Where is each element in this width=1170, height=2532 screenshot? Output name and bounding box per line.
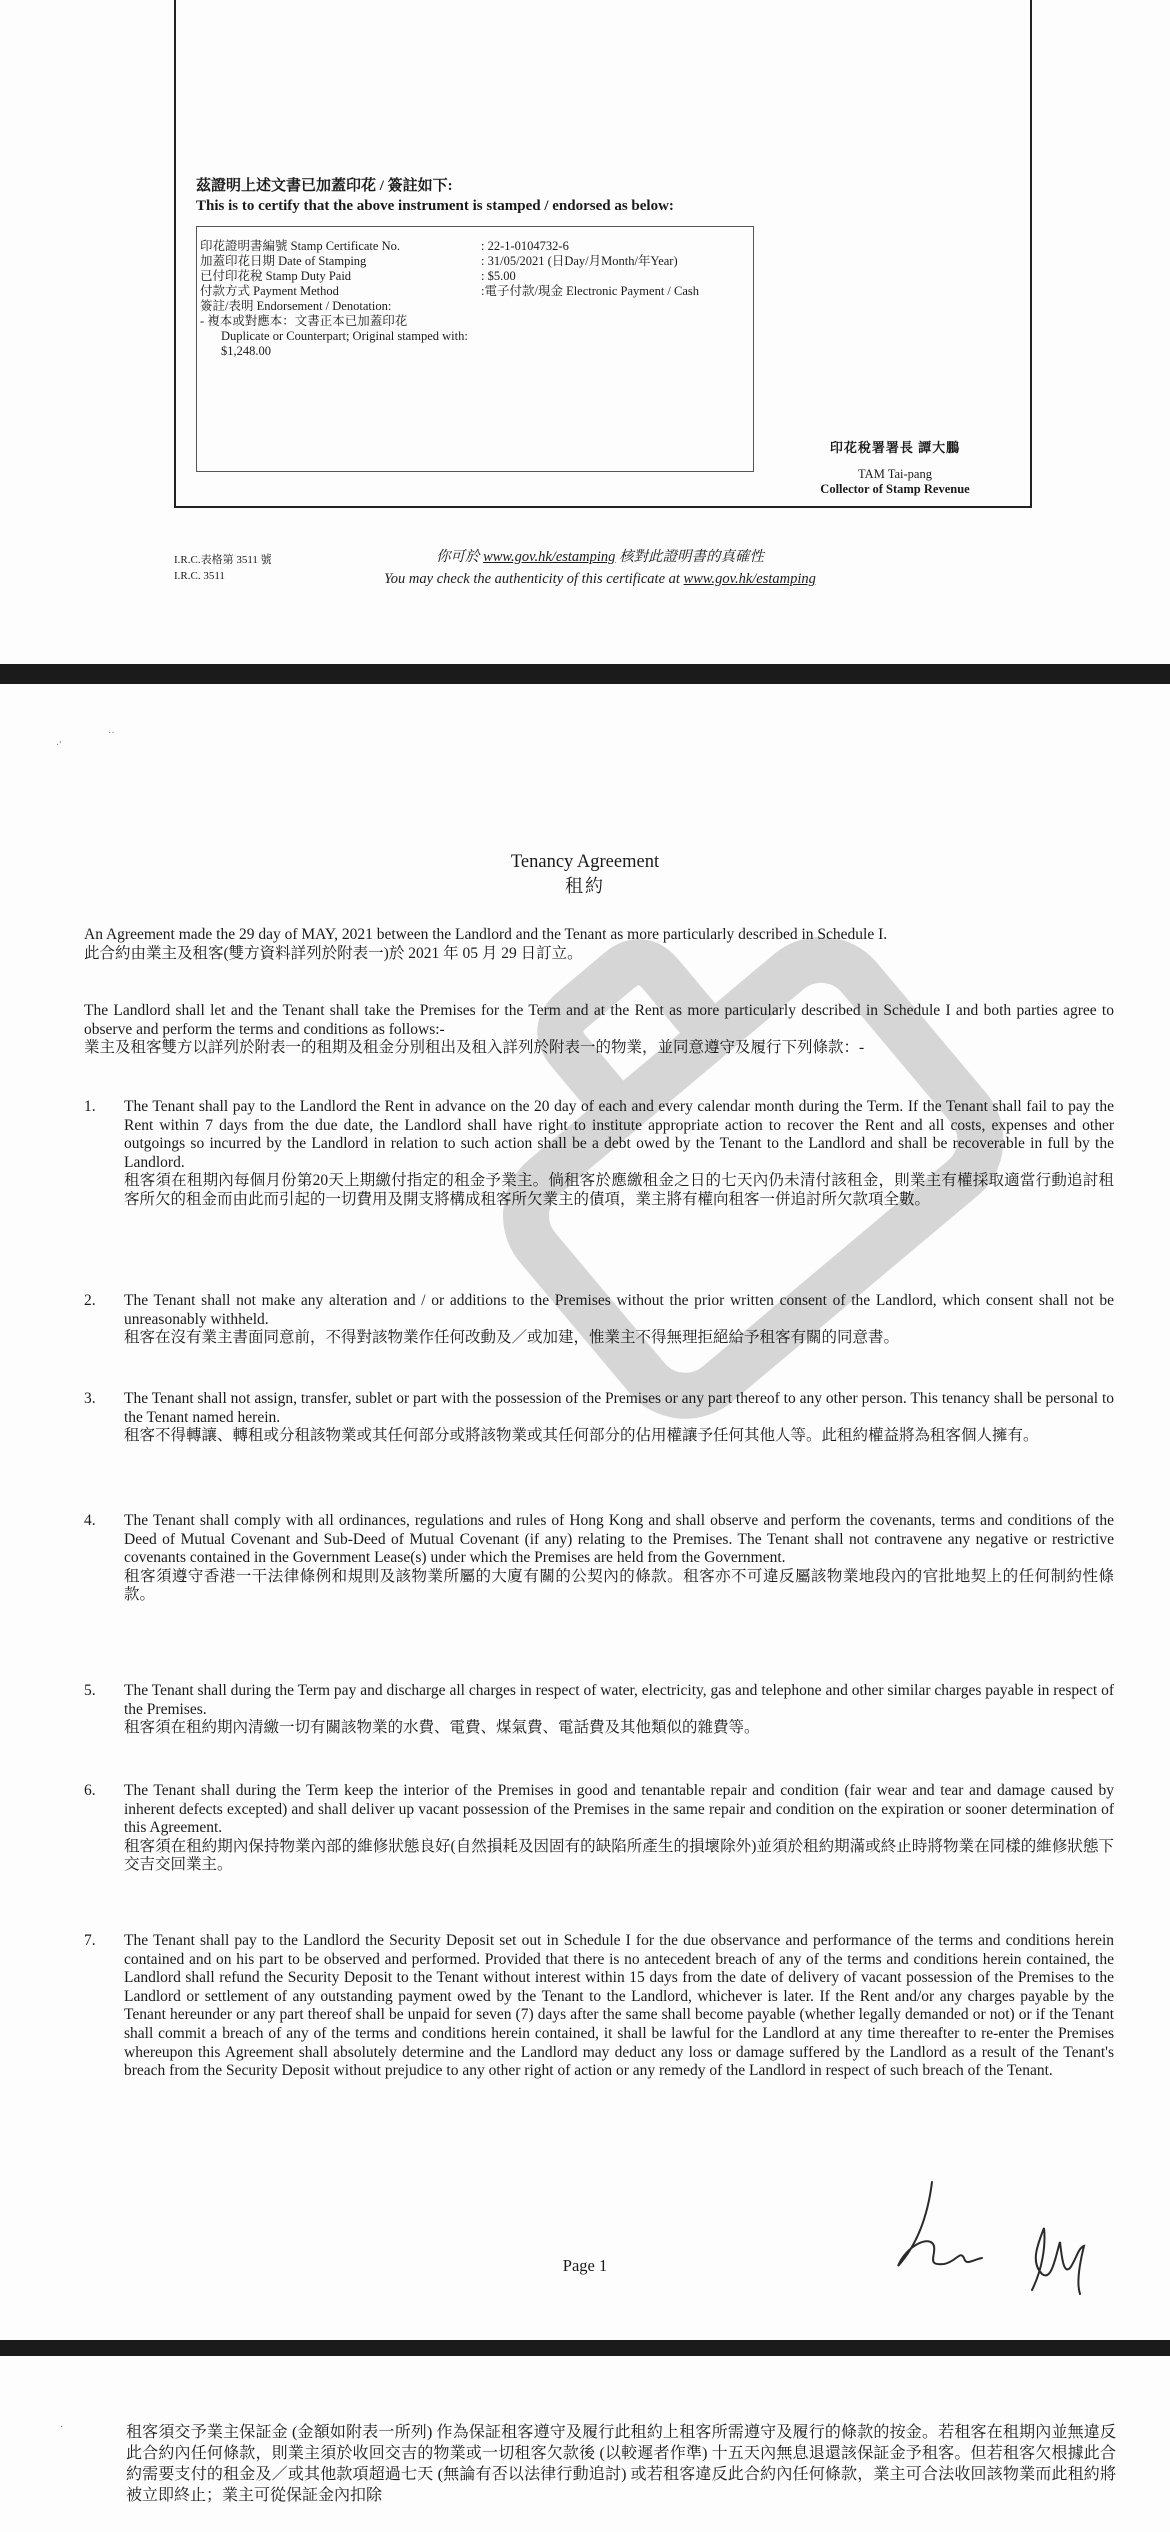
endorsement-line: - 複本或對應本：文書正本已加蓋印花	[200, 314, 408, 328]
collector-title: Collector of Stamp Revenue	[820, 482, 970, 496]
clause-7-zh: 租客須交予業主保証金 (金額如附表一所列) 作為保証租客遵守及履行此租約上租客所需遵守及履行的條款的按金。若租客在租期內並無違反此合約內任何條款，則業主須於收回交吉的物業或一切租客欠款後 (以較遲者作準) 十五天內無息退還該保証金予租客。但若租客欠根據此合約需要支付的租金及／或其他款項超過七天 (無論有否以法律行動追討) 或若租客違反此合約內任何條款，業主可合法收回該物業而此租約將被立即終止；業主可從保証金內扣除	[126, 2424, 1116, 2504]
field-value: : 22-1-0104732-6	[481, 239, 569, 253]
authenticity-zh-pre: 你可於	[435, 549, 484, 565]
clause-number: 7.	[84, 1932, 96, 1949]
collector-name-zh: 印花稅署署長 譚大鵬	[829, 440, 961, 455]
scan-speck: ·	[60, 2422, 64, 2433]
clause-4	[84, 1512, 1114, 1605]
clause-5	[84, 1682, 1114, 1738]
authenticity-zh-post: 核對此證明書的真確性	[615, 549, 765, 565]
clause-text-en: The Tenant shall not assign, transfer, sublet or part with the possession of the Premises or any part thereof to any other person. This tenancy shall be personal to the Tenant named herein.	[124, 1390, 1114, 1426]
tenancy-agreement-page	[0, 684, 1170, 2340]
clause-text-en: The Tenant shall during the Term keep the interior of the Premises in good and tenantable repair and condition (fair wear and tear and damage caused by inherent defects excepted) and shall deliver up vacant possession of the Premises in the same repair and condition on the expiration or sooner determination of this Agreement.	[124, 1782, 1114, 1837]
field-value: : 31/05/2021 (日Day/月Month/年Year)	[481, 254, 678, 268]
stamp-certificate-page	[0, 0, 1170, 664]
form-number-en: I.R.C. 3511	[174, 570, 225, 582]
handwritten-signatures	[870, 2174, 1130, 2304]
certify-heading-en: This is to certify that the above instrument is stamped / endorsed as below:	[196, 198, 674, 214]
certify-heading-zh: 茲證明上述文書已加蓋印花 / 簽註如下:	[196, 178, 453, 194]
terms-zh: 業主及租客雙方以詳列於附表一的租期及租金分別租出及租入詳列於附表一的物業，並同意遵守及履行下列條款：-	[84, 1039, 865, 1057]
clause-number: 5.	[84, 1682, 96, 1699]
clause-7	[84, 1932, 1114, 2081]
form-number	[174, 550, 272, 586]
clause-text-en: The Tenant shall not make any alteration and / or additions to the Premises without the prior written consent of the Landlord, which consent shall not be unreasonably withheld.	[124, 1292, 1114, 1328]
clause-text-en: The Tenant shall pay to the Landlord the Security Deposit set out in Schedule I for the due observance and performance of the terms and conditions herein contained and on his part to be observed and performed. Provided that there is no antecedent breach of any of the terms and conditions herein contained, the Landlord shall refund the Security Deposit to the Tenant without interest within 15 days from the date of delivery of vacant possession of the Premises to the Landlord or settlement of any outstanding payment owed by the Tenant to the Landlord, whichever is later. If the Rent and/or any charges payable by the Tenant hereunder or any part thereof shall be unpaid for seven (7) days after the same shall become payable (whether legally demanded or not) or if the Tenant shall commit a breach of any of the terms and conditions herein contained, it shall be lawful for the Landlord at any time thereafter to re-enter the Premises whereupon this Agreement shall absolutely determine and the Landlord may deduct any loss or damage suffered by the Landlord as a result of the Tenant's breach from the Security Deposit without prejudice to any other right of action or any remedy of the Landlord in respect of such breach of the Tenant.	[124, 1932, 1114, 2080]
clause-text-zh: 租客須在租期內每個月份第20天上期繳付指定的租金予業主。倘租客於應繳租金之日的七天內仍未清付該租金，則業主有權採取適當行動追討租客所欠的租金而由此而引起的一切費用及開支將構成租客所欠業主的債項，業主將有權向租客一併追討所欠款項全數。	[124, 1172, 1114, 1208]
stamp-details-box	[196, 226, 754, 472]
clause-2	[84, 1292, 1114, 1348]
clause-text-en: The Tenant shall comply with all ordinances, regulations and rules of Hong Kong and shall observe and perform the covenants, terms and conditions of the Deed of Mutual Covenant and Sub-Deed of Mutual Covenant (if any) relating to the Premises. The Tenant shall not contravene any negative or restrictive covenants contained in the Government Lease(s) under which the Premises are held from the Government.	[124, 1512, 1114, 1567]
field-label: 付款方式 Payment Method	[200, 284, 339, 298]
clause-6	[84, 1782, 1114, 1875]
clause-number: 3.	[84, 1390, 96, 1407]
clause-number: 4.	[84, 1512, 96, 1529]
agreement-terms-intro	[84, 1002, 1114, 1058]
clause-1	[84, 1098, 1114, 1210]
agreement-title-zh: 租約	[565, 876, 605, 896]
authenticity-note-en	[320, 568, 880, 590]
authenticity-en-pre: You may check the authenticity of this certificate at	[384, 571, 684, 587]
authenticity-note-zh	[320, 546, 880, 568]
collector-name-en: TAM Tai-pang	[858, 467, 932, 481]
clause-text-zh: 租客須在租約期內清繳一切有關該物業的水費、電費、煤氣費、電話費及其他類似的雜費等。	[124, 1719, 760, 1737]
page-number: Page 1	[562, 2256, 608, 2275]
clause-text-en: The Tenant shall pay to the Landlord the Rent in advance on the 20 day of each and every calendar month during the Term. If the Tenant shall fail to pay the Rent within 7 days from the due date, the Landlord shall have right to institute appropriate action to recover the Rent and all costs, expenses and other outgoings so incurred by the Landlord in relation to such action shall be a debt owed by the Tenant to the Landlord and shall be recoverable in full by the Landlord.	[124, 1098, 1114, 1171]
field-value: : $5.00	[481, 269, 516, 283]
field-value: :電子付款/現金 Electronic Payment / Cash	[481, 284, 700, 298]
field-label: 簽註/表明 Endorsement / Denotation:	[200, 299, 392, 313]
intro-zh: 此合約由業主及租客(雙方資料詳列於附表一)於 2021 年 05 月 29 日訂立。	[84, 944, 583, 962]
clause-text-zh: 租客不得轉讓、轉租或分租該物業或其任何部分或將該物業或其任何部分的佔用權讓予任何其他人等。此租約權益將為租客個人擁有。	[124, 1427, 1039, 1445]
certify-heading	[196, 176, 674, 216]
terms-en: The Landlord shall let and the Tenant shall take the Premises for the Term and at the Rent as more particularly described in Schedule I and both parties agree to observe and perform the terms and conditions as follows:-	[84, 1002, 1114, 1038]
scan-speck: ·'	[56, 740, 62, 751]
collector-signature-block	[790, 440, 1000, 497]
scan-speck: ··	[108, 728, 115, 739]
estamping-link-en[interactable]: www.gov.hk/estamping	[683, 571, 816, 587]
clause-3	[84, 1390, 1114, 1446]
agreement-title-en: Tenancy Agreement	[510, 852, 660, 872]
agreement-intro	[84, 926, 1114, 963]
page-3-partial	[0, 2356, 1170, 2532]
field-label: 印花證明書編號 Stamp Certificate No.	[200, 239, 400, 253]
field-label: 已付印花稅 Stamp Duty Paid	[200, 269, 352, 283]
clause-number: 2.	[84, 1292, 96, 1309]
clause-text-zh: 租客須遵守香港一干法律條例和規則及該物業所屬的大廈有關的公契內的條款。租客亦不可違反屬該物業地段內的官批地契上的任何制約性條款。	[124, 1567, 1114, 1604]
clause-text-zh: 租客須在租約期內保持物業內部的維修狀態良好(自然損耗及因固有的缺陷所產生的損壞除外)並須於租約期滿或終止時將物業在同樣的維修狀態下交吉交回業主。	[124, 1837, 1114, 1874]
authenticity-note	[320, 546, 880, 590]
clause-text-zh: 租客在沒有業主書面同意前，不得對該物業作任何改動及／或加建，惟業主不得無理拒絕給予租客有關的同意書。	[124, 1329, 900, 1347]
intro-en: An Agreement made the 29 day of MAY, 2021 between the Landlord and the Tenant as more particularly described in Schedule I.	[84, 926, 888, 943]
clause-number: 1.	[84, 1098, 96, 1115]
form-number-zh: I.R.C.表格第 3511 號	[174, 554, 272, 566]
clause-number: 6.	[84, 1782, 96, 1799]
clause-text-en: The Tenant shall during the Term pay and discharge all charges in respect of water, electricity, gas and telephone and other similar charges payable in respect of the Premises.	[124, 1682, 1114, 1718]
endorsement-line: $1,248.00	[221, 344, 271, 358]
field-label: 加蓋印花日期 Date of Stamping	[200, 254, 367, 268]
estamping-link-zh[interactable]: www.gov.hk/estamping	[483, 549, 616, 565]
endorsement-line: Duplicate or Counterpart; Original stamped with:	[221, 329, 468, 343]
